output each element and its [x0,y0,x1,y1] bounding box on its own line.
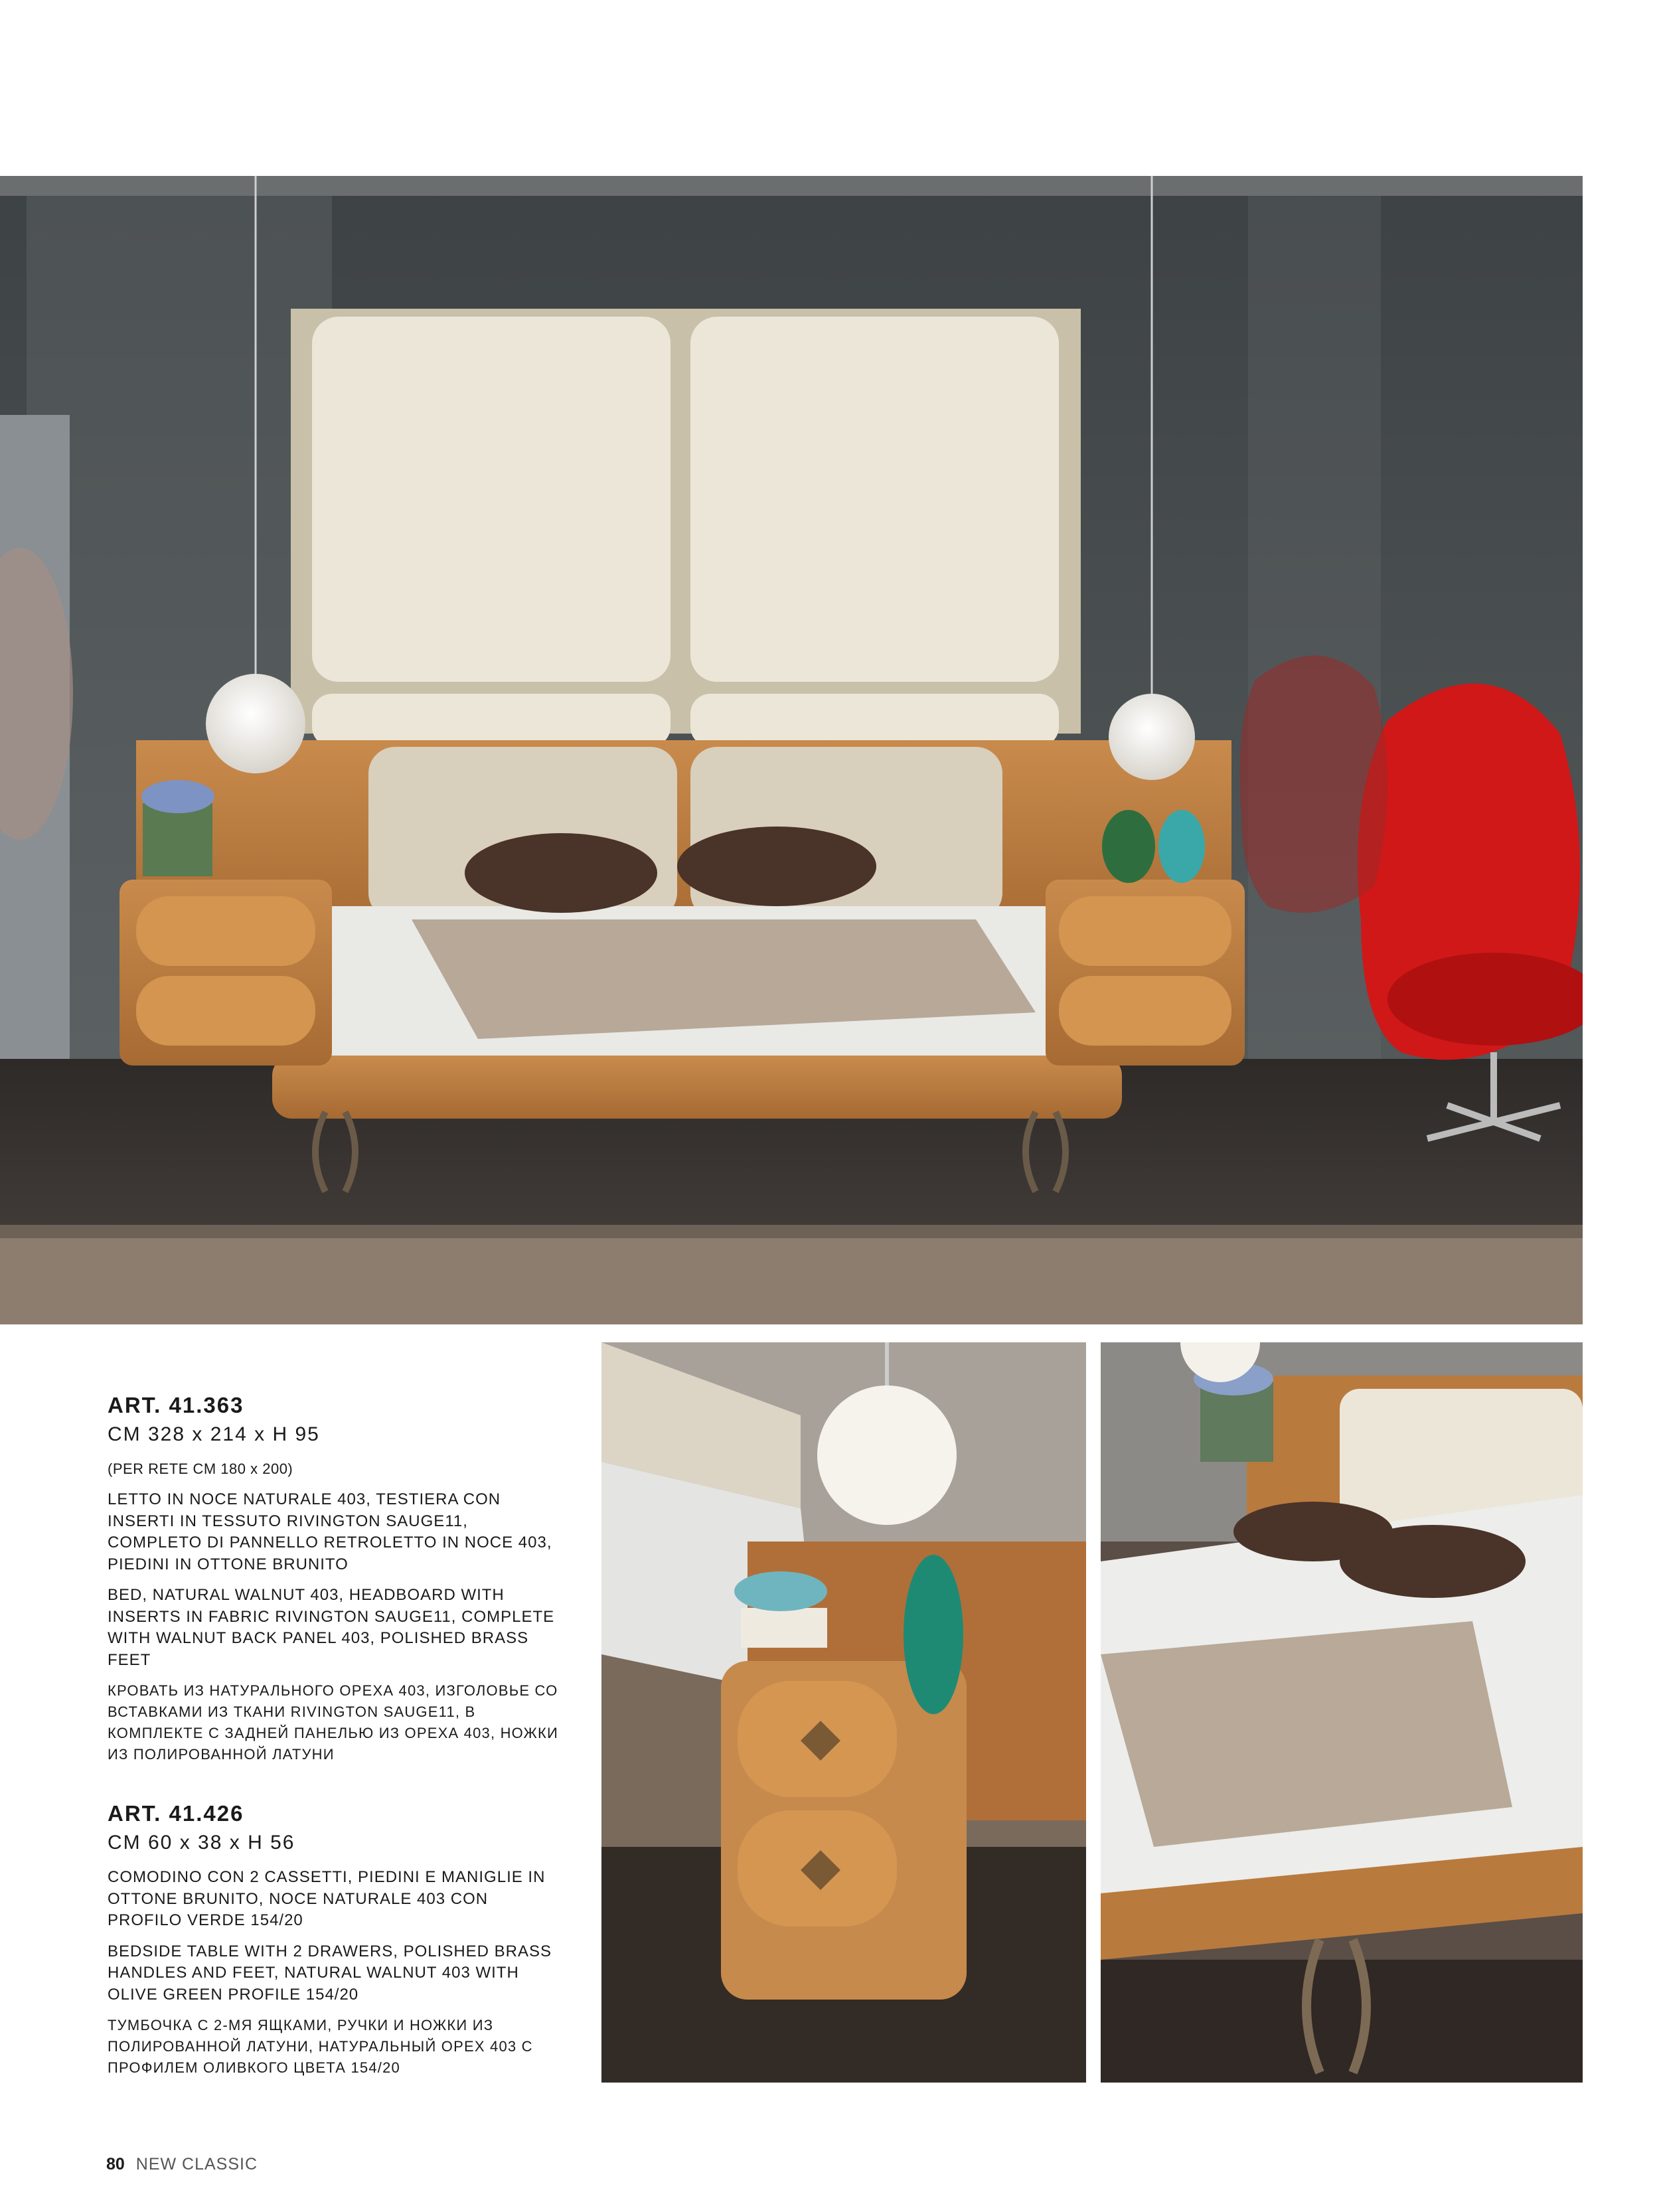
bed-detail-photo [1101,1342,1583,2083]
dimensions: CM 60 x 38 x H 56 [108,1832,295,1854]
nightstand-detail-photo [601,1342,1086,2083]
product-spec-nightstand [108,1799,559,2079]
bedroom-scene-illustration [0,176,1583,1324]
description-english: BED, NATURAL WALNUT 403, HEADBOARD WITH INSERTS IN FABRIC RIVINGTON SAUGE11, COMPLETE WITH WALNUT BACK PANEL 403, POLISHED BRASS FEET [108,1586,555,1669]
mattress-size-note: (PER RETE CM 180 x 200) [108,1461,293,1477]
hero-bedroom-photo [0,176,1583,1324]
publication-title: NEW CLASSIC [135,2155,258,2173]
description-italian: LETTO IN NOCE NATURALE 403, TESTIERA CON INSERTI IN TESSUTO RIVINGTON SAUGE11, COMPLETO DI PANNELLO RETROLETTO IN NOCE 403, PIEDINI IN OTTONE BRUNITO [108,1490,552,1573]
description-russian: КРОВАТЬ ИЗ НАТУРАЛЬНОГО ОРЕХА 403, ИЗГОЛОВЬЕ СО ВСТАВКАМИ ИЗ ТКАНИ RIVINGTON SAUGE11, В КОМПЛЕКТЕ С ЗАДНЕЙ ПАНЕЛЬЮ ИЗ ОРЕХА 403, НОЖКИ ИЗ ПОЛИРОВАННОЙ ЛАТУНИ [108,1682,559,1763]
description-english: BEDSIDE TABLE WITH 2 DRAWERS, POLISHED BRASS HANDLES AND FEET, NATURAL WALNUT 403 WITH OLIVE GREEN PROFILE 154/20 [108,1942,552,2004]
bed-detail-illustration [1101,1342,1583,2083]
page-number: 80 [106,2155,125,2173]
nightstand-detail-illustration [601,1342,1086,2083]
article-number: ART. 41.363 [108,1393,244,1417]
article-number: ART. 41.426 [108,1801,244,1826]
page-footer [106,2154,258,2174]
product-spec-bed [108,1391,559,1765]
dimensions: CM 328 x 214 x H 95 [108,1423,320,1445]
description-russian: ТУМБОЧКА С 2-МЯ ЯЩКАМИ, РУЧКИ И НОЖКИ ИЗ ПОЛИРОВАННОЙ ЛАТУНИ, НАТУРАЛЬНЫЙ ОРЕХ 403 С ПРОФИЛЕМ ОЛИВКОГО ЦВЕТА 154/20 [108,2017,533,2076]
description-italian: COMODINO CON 2 CASSETTI, PIEDINI E MANIGLIE IN OTTONE BRUNITO, NOCE NATURALE 403 CON PROFILO VERDE 154/20 [108,1868,546,1929]
